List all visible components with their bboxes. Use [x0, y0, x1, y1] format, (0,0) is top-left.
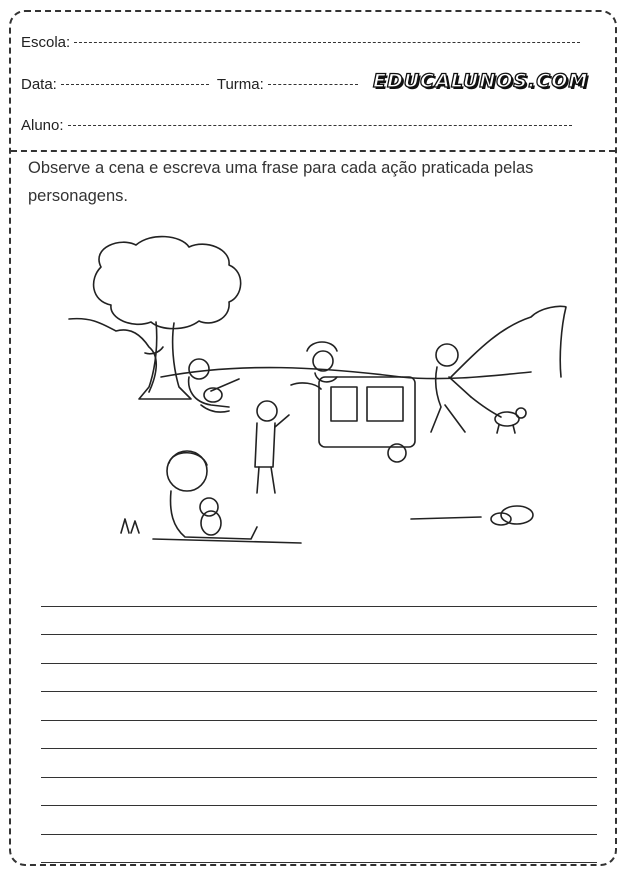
answer-line[interactable] — [41, 806, 597, 835]
left-hill — [69, 319, 156, 392]
answer-line[interactable] — [41, 664, 597, 693]
grass-right — [411, 517, 481, 519]
answer-line[interactable] — [41, 635, 597, 664]
girl-teddy-icon — [167, 451, 257, 539]
answer-line[interactable] — [41, 692, 597, 721]
school-label: Escola: — [21, 34, 71, 51]
student-label: Aluno: — [21, 117, 64, 134]
worksheet-page — [9, 10, 617, 866]
boy-reaching-icon — [255, 401, 289, 493]
grass-left — [121, 519, 301, 543]
vendor-icon — [307, 342, 337, 382]
tree-icon — [94, 237, 241, 399]
date-label: Data: — [21, 76, 57, 93]
park-scene-illustration — [61, 227, 581, 562]
educalunos-logo: EDUCALUNOS.COM — [373, 70, 589, 92]
student-field — [21, 117, 572, 134]
food-cart-icon — [291, 377, 415, 462]
instruction-text: Observe a cena e escreva uma frase para cada ação praticada pelas personagens. — [28, 159, 534, 205]
rocks-icon — [491, 506, 533, 525]
answer-line[interactable] — [41, 578, 597, 607]
date-field — [21, 76, 358, 93]
answer-line[interactable] — [41, 778, 597, 807]
man-walking-icon — [431, 344, 471, 432]
right-hill — [451, 306, 566, 377]
answer-line[interactable] — [41, 721, 597, 750]
header-section — [11, 12, 615, 152]
student-input-line[interactable] — [68, 124, 572, 126]
answer-lines — [41, 578, 597, 863]
answer-line[interactable] — [41, 607, 597, 636]
class-label: Turma: — [216, 76, 264, 93]
school-field — [21, 34, 580, 51]
school-input-line[interactable] — [74, 41, 580, 43]
date-input-line[interactable] — [61, 83, 209, 85]
boy-guitar-icon — [189, 359, 239, 412]
dog-icon — [471, 397, 526, 433]
answer-line[interactable] — [41, 749, 597, 778]
class-input-line[interactable] — [268, 83, 358, 85]
answer-line[interactable] — [41, 835, 597, 864]
